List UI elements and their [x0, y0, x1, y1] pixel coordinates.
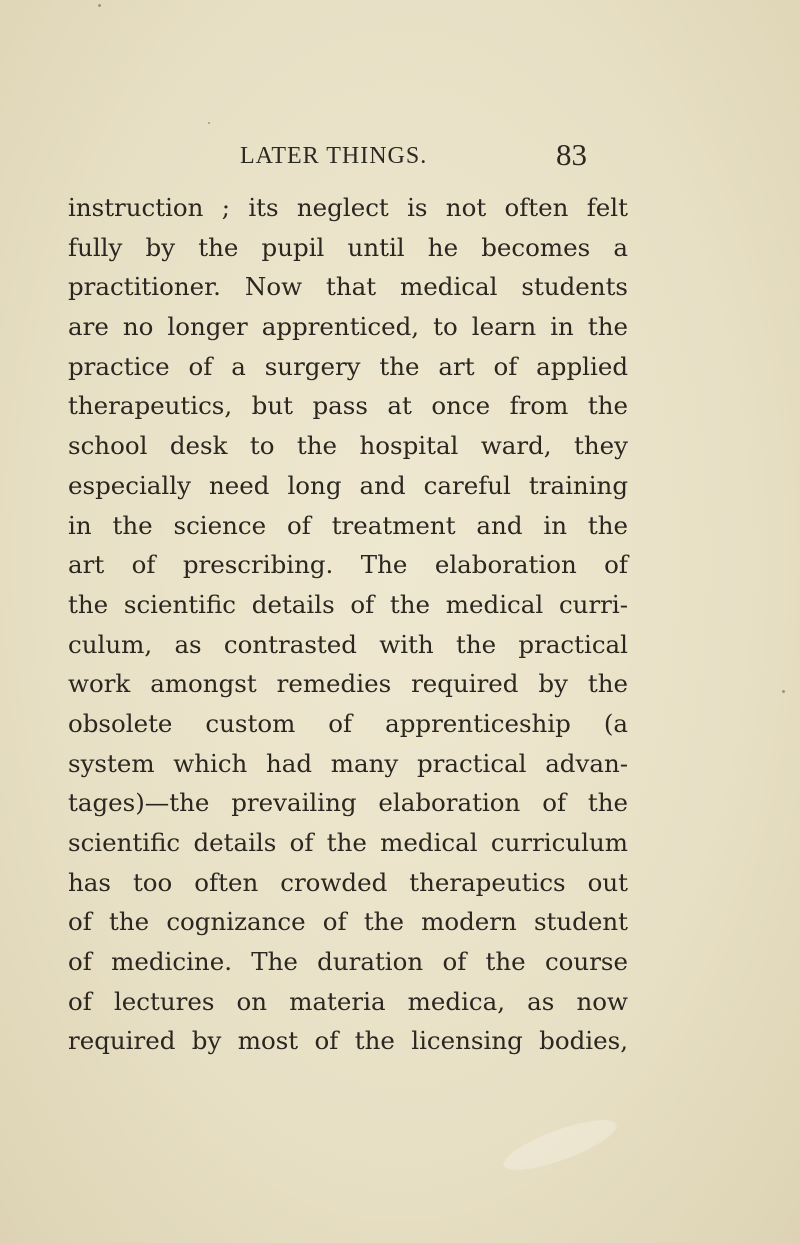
text-line: culum, as contrasted with the practical — [68, 629, 628, 659]
text-line: has too often crowded therapeutics out — [68, 867, 628, 897]
paper-speck — [782, 690, 785, 693]
text-line: fully by the pupil until he becomes a — [68, 232, 628, 262]
text-line: obsolete custom of apprenticeship (a — [68, 708, 628, 738]
text-line: of medicine. The duration of the course — [68, 947, 628, 977]
page-number: 83 — [556, 137, 587, 172]
page-header — [0, 137, 800, 183]
text-line: school desk to the hospital ward, they — [68, 431, 628, 461]
text-line: required by most of the licensing bodies, — [68, 1026, 628, 1056]
text-line: of lectures on materia medica, as now — [68, 986, 628, 1016]
text-line: therapeutics, but pass at once from the — [68, 391, 628, 421]
text-line: are no longer apprenticed, to learn in the — [68, 312, 628, 342]
paper-speck — [208, 122, 210, 124]
text-line: of the cognizance of the modern student — [68, 907, 628, 937]
text-line: practitioner. Now that medical students — [68, 272, 628, 302]
text-line: work amongst remedies required by the — [68, 669, 628, 699]
text-line: system which had many practical advan- — [68, 748, 628, 778]
text-line: in the science of treatment and in the — [68, 510, 628, 540]
paper-smudge — [498, 1110, 621, 1179]
body-text — [68, 188, 628, 1061]
text-line: the scientific details of the medical curri- — [68, 589, 628, 619]
text-line: practice of a surgery the art of applied — [68, 351, 628, 381]
text-line: especially need long and careful training — [68, 470, 628, 500]
running-head: LATER THINGS. — [240, 143, 428, 169]
text-line: tages)—the prevailing elaboration of the — [68, 788, 628, 818]
text-line: instruction ; its neglect is not often felt — [68, 193, 628, 222]
text-line: art of prescribing. The elaboration of — [68, 550, 628, 580]
text-line: scientific details of the medical curriculum — [68, 828, 628, 857]
paper-speck — [98, 4, 101, 7]
